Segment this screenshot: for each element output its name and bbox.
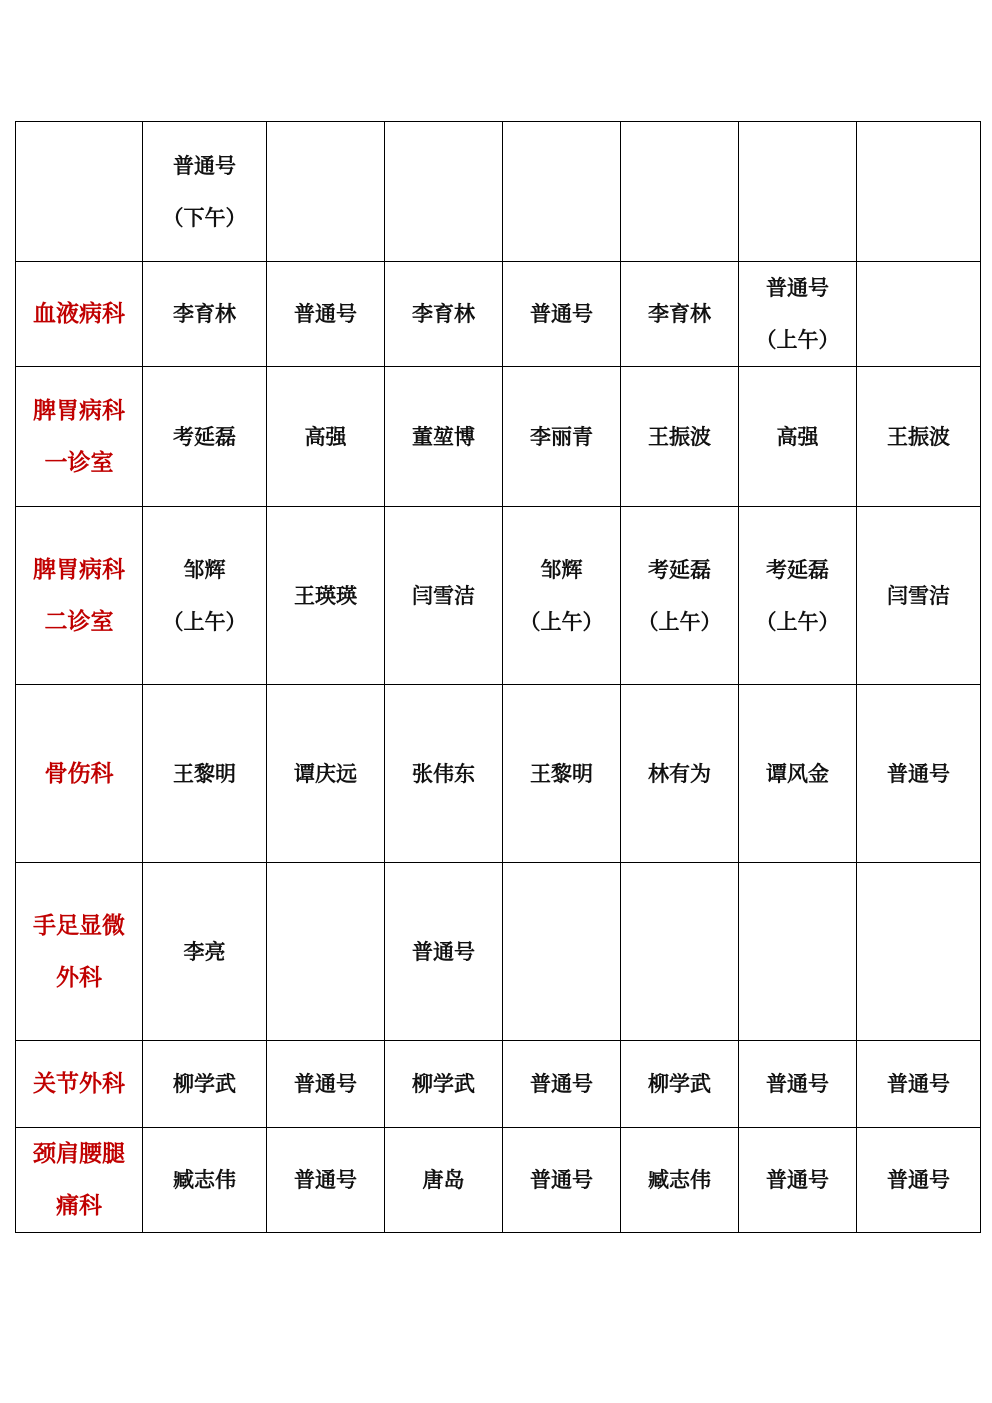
schedule-cell: 考延磊 （上午）	[621, 507, 739, 685]
schedule-cell: 普通号	[503, 262, 621, 367]
schedule-cell: 闫雪洁	[385, 507, 503, 685]
schedule-cell: 李丽青	[503, 367, 621, 507]
schedule-cell: 邹辉 （上午）	[143, 507, 267, 685]
schedule-cell	[267, 863, 385, 1041]
table-row	[16, 367, 981, 507]
schedule-cell: 普通号	[267, 262, 385, 367]
schedule-cell: 柳学武	[385, 1041, 503, 1128]
table-row	[16, 1041, 981, 1128]
schedule-cell: 王黎明	[503, 685, 621, 863]
schedule-cell	[739, 863, 857, 1041]
schedule-cell: 高强	[267, 367, 385, 507]
schedule-cell: 普通号	[739, 1128, 857, 1233]
schedule-cell	[857, 262, 981, 367]
schedule-cell: 考延磊 （上午）	[739, 507, 857, 685]
schedule-cell	[503, 122, 621, 262]
schedule-cell: 谭庆远	[267, 685, 385, 863]
schedule-cell: 闫雪洁	[857, 507, 981, 685]
schedule-cell	[621, 122, 739, 262]
schedule-cell: 柳学武	[621, 1041, 739, 1128]
table-row	[16, 122, 981, 262]
schedule-cell: 普通号	[385, 863, 503, 1041]
dept-cell: 脾胃病科 二诊室	[16, 507, 143, 685]
schedule-cell: 谭风金	[739, 685, 857, 863]
dept-cell: 血液病科	[16, 262, 143, 367]
schedule-cell: 臧志伟	[143, 1128, 267, 1233]
schedule-cell: 李育林	[385, 262, 503, 367]
schedule-cell: 李亮	[143, 863, 267, 1041]
schedule-cell: 普通号	[857, 1128, 981, 1233]
schedule-cell: 普通号	[857, 1041, 981, 1128]
dept-cell	[16, 122, 143, 262]
schedule-cell: 王黎明	[143, 685, 267, 863]
schedule-cell: 普通号	[267, 1128, 385, 1233]
schedule-cell: 王振波	[857, 367, 981, 507]
schedule-cell: 柳学武	[143, 1041, 267, 1128]
schedule-cell	[621, 863, 739, 1041]
schedule-cell: 王振波	[621, 367, 739, 507]
table-row	[16, 685, 981, 863]
schedule-cell: 张伟东	[385, 685, 503, 863]
schedule-cell: 普通号	[267, 1041, 385, 1128]
schedule-cell: 普通号	[503, 1128, 621, 1233]
schedule-table	[15, 121, 981, 1233]
schedule-cell: 林有为	[621, 685, 739, 863]
table-row	[16, 262, 981, 367]
schedule-cell: 邹辉 （上午）	[503, 507, 621, 685]
schedule-cell: 普通号	[857, 685, 981, 863]
schedule-cell	[739, 122, 857, 262]
dept-cell: 骨伤科	[16, 685, 143, 863]
dept-cell: 手足显微 外科	[16, 863, 143, 1041]
schedule-cell: 普通号	[739, 1041, 857, 1128]
table-row	[16, 507, 981, 685]
schedule-cell: 李育林	[143, 262, 267, 367]
schedule-cell: 高强	[739, 367, 857, 507]
schedule-cell	[503, 863, 621, 1041]
dept-cell: 关节外科	[16, 1041, 143, 1128]
schedule-cell: 李育林	[621, 262, 739, 367]
schedule-cell: 唐岛	[385, 1128, 503, 1233]
schedule-cell	[857, 863, 981, 1041]
schedule-cell: 普通号 （上午）	[739, 262, 857, 367]
schedule-cell: 臧志伟	[621, 1128, 739, 1233]
schedule-cell: 普通号 （下午）	[143, 122, 267, 262]
dept-cell: 颈肩腰腿 痛科	[16, 1128, 143, 1233]
table-row	[16, 863, 981, 1041]
schedule-cell: 普通号	[503, 1041, 621, 1128]
schedule-cell: 董堃博	[385, 367, 503, 507]
table-row	[16, 1128, 981, 1233]
schedule-cell	[267, 122, 385, 262]
schedule-cell	[857, 122, 981, 262]
schedule-cell: 王瑛瑛	[267, 507, 385, 685]
schedule-cell	[385, 122, 503, 262]
schedule-cell: 考延磊	[143, 367, 267, 507]
dept-cell: 脾胃病科 一诊室	[16, 367, 143, 507]
